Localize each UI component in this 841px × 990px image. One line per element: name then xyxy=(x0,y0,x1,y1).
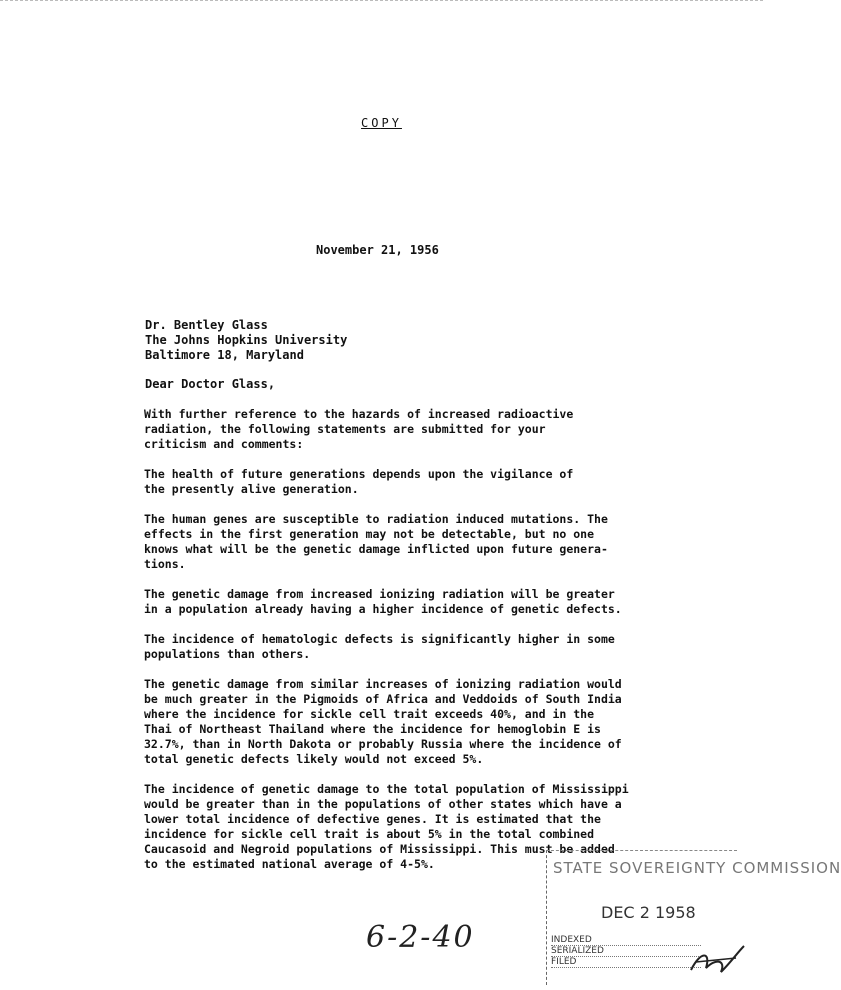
recipient-city: Baltimore 18, Maryland xyxy=(145,348,304,362)
page-top-edge xyxy=(0,0,763,4)
paragraph: The genetic damage from similar increases of ionizing radiation would be much greater in the Pigmoids of Africa and Veddoids of South India where the incidence for sickle cell trait exceeds 40%, and in the Thai of Northeast Thailand where the incidence for hemoglobin E is 32.7%, than in North Dakota or probably Russia where the incidence of total genetic defects likely would not exceed 5%. xyxy=(144,677,622,766)
recipient-address xyxy=(145,318,347,363)
copy-heading: COPY xyxy=(361,116,402,130)
stamp-line: SERIALIZED xyxy=(551,946,701,957)
letter-date: November 21, 1956 xyxy=(316,243,439,257)
salutation: Dear Doctor Glass, xyxy=(145,377,276,391)
recipient-institution: The Johns Hopkins University xyxy=(145,333,348,347)
stamp-date: DEC 2 1958 xyxy=(601,903,696,922)
letter-body xyxy=(144,407,674,887)
stamp-line: FILED xyxy=(551,957,701,968)
handwritten-file-number: 6-2-40 xyxy=(366,920,475,955)
paragraph: The health of future generations depends upon the vigilance of the presently alive generation. xyxy=(144,467,574,496)
paragraph: The human genes are susceptible to radiation induced mutations. The effects in the first generation may not be detectable, but no one knows what will be the genetic damage inflicted upon future genera- tions. xyxy=(144,512,608,571)
paragraph: The incidence of genetic damage to the total population of Mississippi would be greater than in the populations of other states which have a lower total incidence of defective genes. It is estimated that the incidence for sickle cell trait is about 5% in the total combined Caucasoid and Negroid populations of Mississippi. This must be added to the estimated national average of 4-5%. xyxy=(144,782,629,871)
paragraph: With further reference to the hazards of increased radioactive radiation, the following statements are submitted for your criticism and comments: xyxy=(144,407,574,451)
paragraph: The genetic damage from increased ionizing radiation will be greater in a population already having a higher incidence of genetic defects. xyxy=(144,587,622,616)
stamp-header: STATE SOVEREIGNTY COMMISSION xyxy=(553,859,841,877)
stamp-lines xyxy=(551,935,701,968)
handwritten-initials-icon xyxy=(686,940,746,980)
recipient-name: Dr. Bentley Glass xyxy=(145,318,268,332)
stamp-line: INDEXED xyxy=(551,935,701,946)
paragraph: The incidence of hematologic defects is significantly higher in some populations than others. xyxy=(144,632,615,661)
